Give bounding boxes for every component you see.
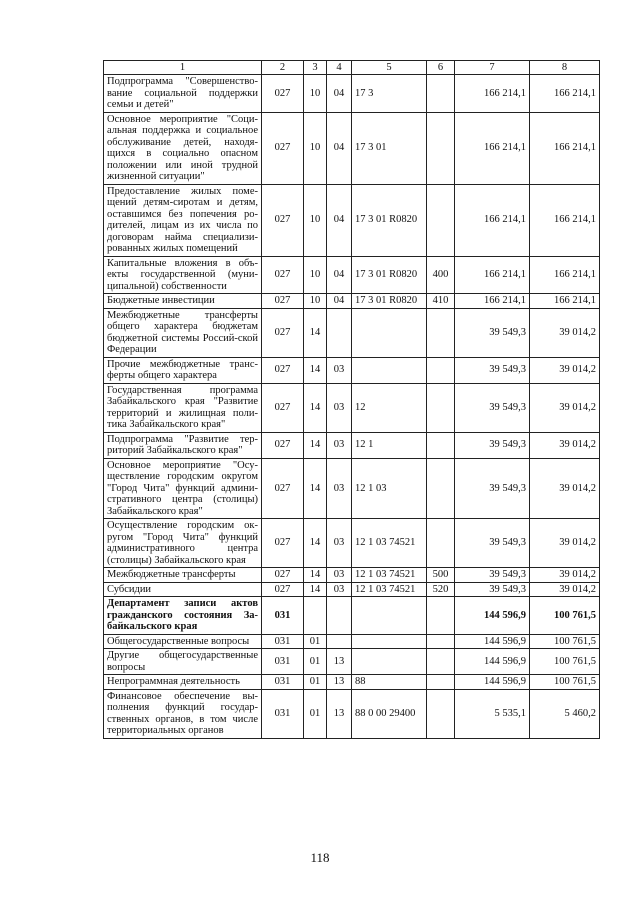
amount-year1-cell: 39 549,3: [455, 432, 530, 458]
amount-year1-cell: 39 549,3: [455, 568, 530, 583]
amount-year1-cell: 39 549,3: [455, 519, 530, 568]
subsection-code-cell: 03: [327, 432, 352, 458]
section-code-cell: 14: [304, 432, 327, 458]
row-name-cell: Бюджетные инвестиции: [104, 294, 262, 309]
ministry-code-cell: 031: [262, 634, 304, 649]
section-code-cell: 14: [304, 519, 327, 568]
amount-year1-cell: 166 214,1: [455, 294, 530, 309]
subsection-code-cell: 13: [327, 649, 352, 675]
expense-type-cell: [427, 458, 455, 519]
amount-year2-cell: 166 214,1: [530, 294, 600, 309]
amount-year1-cell: 144 596,9: [455, 634, 530, 649]
section-code-cell: 10: [304, 294, 327, 309]
section-code-cell: 01: [304, 675, 327, 690]
table-row: [104, 256, 600, 294]
section-code-cell: 01: [304, 634, 327, 649]
table-row: [104, 689, 600, 738]
section-code-cell: 10: [304, 112, 327, 184]
amount-year2-cell: 166 214,1: [530, 184, 600, 256]
amount-year1-cell: 166 214,1: [455, 256, 530, 294]
table-row: [104, 649, 600, 675]
ministry-code-cell: 031: [262, 675, 304, 690]
target-article-cell: 17 3 01 R0820: [352, 294, 427, 309]
ministry-code-cell: 027: [262, 568, 304, 583]
expense-type-cell: [427, 519, 455, 568]
subsection-code-cell: 03: [327, 519, 352, 568]
table-row: [104, 582, 600, 597]
table-row: [104, 458, 600, 519]
column-header: 7: [455, 61, 530, 75]
expense-type-cell: [427, 308, 455, 357]
row-name-cell: Финансовое обеспечение вы-полнения функций государ-ственных органов, в том числе территориальных органов: [104, 689, 262, 738]
target-article-cell: [352, 357, 427, 383]
amount-year1-cell: 39 549,3: [455, 582, 530, 597]
expense-type-cell: [427, 597, 455, 635]
subsection-code-cell: 03: [327, 582, 352, 597]
table-row: [104, 432, 600, 458]
subsection-code-cell: 03: [327, 357, 352, 383]
target-article-cell: [352, 649, 427, 675]
section-code-cell: [304, 597, 327, 635]
amount-year1-cell: 144 596,9: [455, 675, 530, 690]
section-code-cell: 14: [304, 568, 327, 583]
row-name-cell: Межбюджетные трансферты: [104, 568, 262, 583]
expense-type-cell: [427, 184, 455, 256]
amount-year2-cell: 5 460,2: [530, 689, 600, 738]
target-article-cell: 12 1 03 74521: [352, 582, 427, 597]
target-article-cell: 88: [352, 675, 427, 690]
target-article-cell: 17 3 01: [352, 112, 427, 184]
subsection-code-cell: 13: [327, 689, 352, 738]
table-row: [104, 184, 600, 256]
table-row: [104, 357, 600, 383]
target-article-cell: 88 0 00 29400: [352, 689, 427, 738]
expense-type-cell: [427, 432, 455, 458]
column-header: 4: [327, 61, 352, 75]
table-header-row: [104, 61, 600, 75]
ministry-code-cell: 027: [262, 458, 304, 519]
section-code-cell: 14: [304, 308, 327, 357]
amount-year2-cell: 39 014,2: [530, 568, 600, 583]
target-article-cell: [352, 308, 427, 357]
amount-year2-cell: 39 014,2: [530, 308, 600, 357]
amount-year1-cell: 39 549,3: [455, 308, 530, 357]
ministry-code-cell: 027: [262, 256, 304, 294]
subsection-code-cell: [327, 634, 352, 649]
amount-year2-cell: 39 014,2: [530, 383, 600, 432]
section-code-cell: 10: [304, 184, 327, 256]
amount-year1-cell: 5 535,1: [455, 689, 530, 738]
table-row: [104, 308, 600, 357]
row-name-cell: Департамент записи актов гражданского состояния За-байкальского края: [104, 597, 262, 635]
target-article-cell: 12 1: [352, 432, 427, 458]
ministry-code-cell: 027: [262, 112, 304, 184]
amount-year2-cell: 100 761,5: [530, 634, 600, 649]
column-header: 3: [304, 61, 327, 75]
table-row: [104, 75, 600, 113]
target-article-cell: 12 1 03 74521: [352, 568, 427, 583]
row-name-cell: Основное мероприятие "Осу-ществление городским округом "Город Чита" функций админи-стративного центра (столицы) Забайкальского края": [104, 458, 262, 519]
expense-type-cell: [427, 383, 455, 432]
expense-type-cell: 500: [427, 568, 455, 583]
subsection-code-cell: 04: [327, 294, 352, 309]
row-name-cell: Предоставление жилых поме-щений детям-сиротам и детям, оставшимся без попечения ро-дителей, лицам из их числа по договорам найма специализи-рованных жилых помещений: [104, 184, 262, 256]
table-row: [104, 568, 600, 583]
ministry-code-cell: 031: [262, 649, 304, 675]
amount-year2-cell: 166 214,1: [530, 112, 600, 184]
row-name-cell: Другие общегосударственные вопросы: [104, 649, 262, 675]
table-row: [104, 519, 600, 568]
column-header: 1: [104, 61, 262, 75]
table-row: [104, 634, 600, 649]
row-name-cell: Капитальные вложения в объ-екты государственной (муни-ципальной) собственности: [104, 256, 262, 294]
ministry-code-cell: 027: [262, 357, 304, 383]
amount-year2-cell: 100 761,5: [530, 597, 600, 635]
row-name-cell: Подпрограмма "Развитие тер-риторий Забайкальского края": [104, 432, 262, 458]
table-row: [104, 294, 600, 309]
ministry-code-cell: 027: [262, 75, 304, 113]
section-code-cell: 10: [304, 256, 327, 294]
ministry-code-cell: 031: [262, 597, 304, 635]
amount-year2-cell: 39 014,2: [530, 432, 600, 458]
expense-type-cell: [427, 649, 455, 675]
target-article-cell: 12 1 03: [352, 458, 427, 519]
expense-type-cell: [427, 675, 455, 690]
amount-year1-cell: 144 596,9: [455, 649, 530, 675]
amount-year1-cell: 166 214,1: [455, 184, 530, 256]
table-row: [104, 112, 600, 184]
target-article-cell: 12 1 03 74521: [352, 519, 427, 568]
subsection-code-cell: [327, 308, 352, 357]
row-name-cell: Непрограммная деятельность: [104, 675, 262, 690]
subsection-code-cell: 03: [327, 383, 352, 432]
target-article-cell: [352, 634, 427, 649]
page-number: 118: [310, 850, 330, 865]
subsection-code-cell: 03: [327, 458, 352, 519]
amount-year1-cell: 144 596,9: [455, 597, 530, 635]
target-article-cell: 17 3 01 R0820: [352, 184, 427, 256]
expense-type-cell: [427, 357, 455, 383]
ministry-code-cell: 027: [262, 383, 304, 432]
expense-type-cell: 410: [427, 294, 455, 309]
ministry-code-cell: 027: [262, 519, 304, 568]
amount-year1-cell: 166 214,1: [455, 112, 530, 184]
budget-table: [103, 60, 600, 739]
ministry-code-cell: 027: [262, 582, 304, 597]
section-code-cell: 01: [304, 689, 327, 738]
ministry-code-cell: 031: [262, 689, 304, 738]
section-code-cell: 14: [304, 582, 327, 597]
amount-year2-cell: 166 214,1: [530, 256, 600, 294]
column-header: 2: [262, 61, 304, 75]
row-name-cell: Субсидии: [104, 582, 262, 597]
section-code-cell: 14: [304, 458, 327, 519]
table-body: [104, 75, 600, 739]
target-article-cell: 17 3: [352, 75, 427, 113]
amount-year1-cell: 39 549,3: [455, 458, 530, 519]
column-header: 5: [352, 61, 427, 75]
section-code-cell: 14: [304, 383, 327, 432]
subsection-code-cell: 04: [327, 75, 352, 113]
ministry-code-cell: 027: [262, 308, 304, 357]
row-name-cell: Основное мероприятие "Соци-альная поддержка и социальное обслуживание детей, находя-щихся в социально опасном положении или иной трудной жизненной ситуации": [104, 112, 262, 184]
amount-year1-cell: 39 549,3: [455, 357, 530, 383]
target-article-cell: 12: [352, 383, 427, 432]
column-header: 6: [427, 61, 455, 75]
row-name-cell: Подпрограмма "Совершенство-вание социальной поддержки семьи и детей": [104, 75, 262, 113]
expense-type-cell: [427, 689, 455, 738]
amount-year2-cell: 39 014,2: [530, 458, 600, 519]
expense-type-cell: [427, 634, 455, 649]
ministry-code-cell: 027: [262, 184, 304, 256]
row-name-cell: Осуществление городским ок-ругом "Город Чита" функций административного центра (столицы) Забайкальского края: [104, 519, 262, 568]
ministry-code-cell: 027: [262, 294, 304, 309]
amount-year2-cell: 100 761,5: [530, 649, 600, 675]
amount-year1-cell: 39 549,3: [455, 383, 530, 432]
subsection-code-cell: [327, 597, 352, 635]
subsection-code-cell: 13: [327, 675, 352, 690]
subsection-code-cell: 04: [327, 256, 352, 294]
subsection-code-cell: 04: [327, 184, 352, 256]
target-article-cell: [352, 597, 427, 635]
expense-type-cell: [427, 112, 455, 184]
subsection-code-cell: 04: [327, 112, 352, 184]
amount-year2-cell: 100 761,5: [530, 675, 600, 690]
section-code-cell: 14: [304, 357, 327, 383]
ministry-code-cell: 027: [262, 432, 304, 458]
expense-type-cell: [427, 75, 455, 113]
expense-type-cell: 520: [427, 582, 455, 597]
table-row: [104, 675, 600, 690]
amount-year2-cell: 166 214,1: [530, 75, 600, 113]
table-row: [104, 383, 600, 432]
subsection-code-cell: 03: [327, 568, 352, 583]
amount-year2-cell: 39 014,2: [530, 582, 600, 597]
expense-type-cell: 400: [427, 256, 455, 294]
row-name-cell: Прочие межбюджетные транс-ферты общего характера: [104, 357, 262, 383]
row-name-cell: Межбюджетные трансферты общего характера бюджетам бюджетной системы Россий-ской Федерации: [104, 308, 262, 357]
amount-year2-cell: 39 014,2: [530, 357, 600, 383]
row-name-cell: Общегосударственные вопросы: [104, 634, 262, 649]
amount-year1-cell: 166 214,1: [455, 75, 530, 113]
target-article-cell: 17 3 01 R0820: [352, 256, 427, 294]
amount-year2-cell: 39 014,2: [530, 519, 600, 568]
table-row: [104, 597, 600, 635]
row-name-cell: Государственная программа Забайкальского края "Развитие территорий и жилищная поли-тика Забайкальского края": [104, 383, 262, 432]
section-code-cell: 10: [304, 75, 327, 113]
column-header: 8: [530, 61, 600, 75]
section-code-cell: 01: [304, 649, 327, 675]
